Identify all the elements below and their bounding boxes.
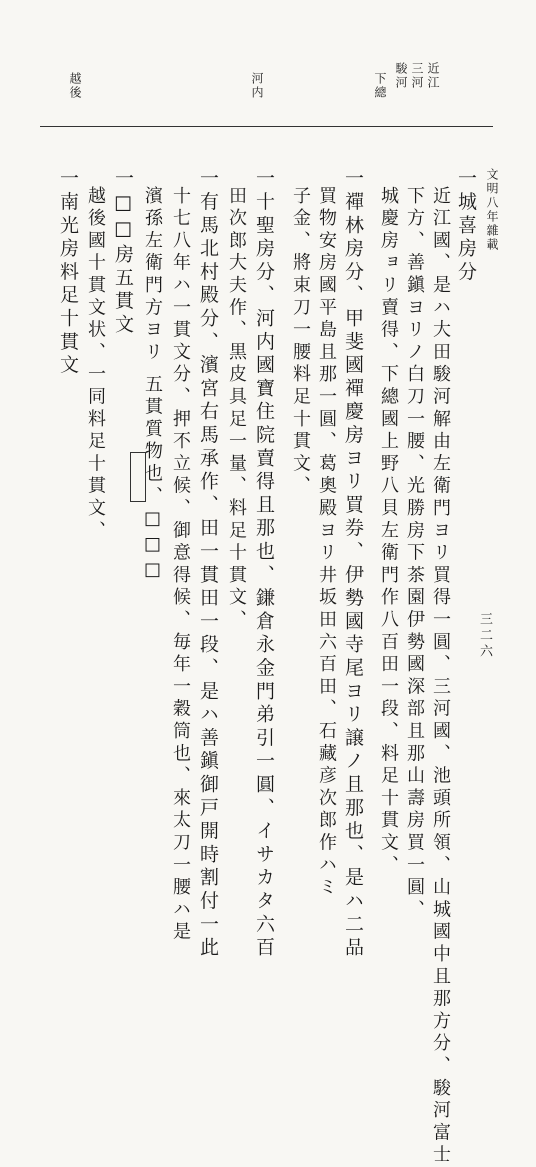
margin-note-shimousa: 下總 [373,72,387,100]
text-line-1: 一城喜房分 [455,168,477,285]
text-line-14: 越後國十貫文状、一同料足十貫文、 [85,186,106,543]
text-line-11: 十七八年ハ一貫文分、押不立候、御意得候、毎年一穀筒也、來太刀一腰ハ是 [170,186,191,945]
margin-note-suruga: 駿河 [394,62,408,90]
text-line-5: 一禪林房分、甲斐國禪慶房ヨリ買券、伊勢國寺尾ヨリ譲ノ且那也、是ハ二品 [342,168,364,961]
text-line-10: 一有馬北村殿分、濱宮右馬承作、田一貫田一段、是ハ善鎭御戸開時割付一此 [197,168,219,961]
text-line-6: 買物安房國平島且那一圓、葛奧殿ヨリ井坂田六百田、石藏彦次郎作ハミ [316,186,337,900]
margin-note-echigo: 越後 [68,72,82,100]
header-rule [40,126,493,127]
margin-note-kawachi: 河内 [250,72,264,100]
text-line-4: 城慶房ョリ賣得、下總國上野八貝左衛門作八百田一段、料足十貫文、 [378,186,399,878]
text-line-2: 近江國、是ハ大田駿河解由左衛門ヨリ買得一圓、三河國、池頭所領、山城國中且那方分、駿河富士 [430,186,451,1167]
text-line-8: 一十聖房分、河内國寶住院賣得且那也、鎌倉永金門弟引一圓、イサカタ六百 [253,168,275,961]
text-line-7: 子金、將束刀一腰料足十貫文、 [290,186,311,499]
margin-note-omi: 近江 [426,62,440,90]
text-line-9: 田次郎大夫作、黒皮具足一量、料足十貫文、 [226,186,247,632]
text-line-3: 下方、善鎭ヨリノ白刀一腰、光勝房下茶園伊勢國深部且那山壽房買一圓、 [404,186,425,922]
lacuna-box [130,452,146,502]
text-line-15: 一南光房料足十貫文 [57,168,79,378]
page-number: 三二六 [477,612,492,660]
text-line-12: 濱孫左衛門方ヨリ 五貫質物也、□□□ [142,186,163,585]
text-line-13: 一□□房五貫文 [112,168,134,338]
margin-note-mikawa: 三河 [410,62,424,90]
running-title: 文明八年雜載 [485,168,499,252]
